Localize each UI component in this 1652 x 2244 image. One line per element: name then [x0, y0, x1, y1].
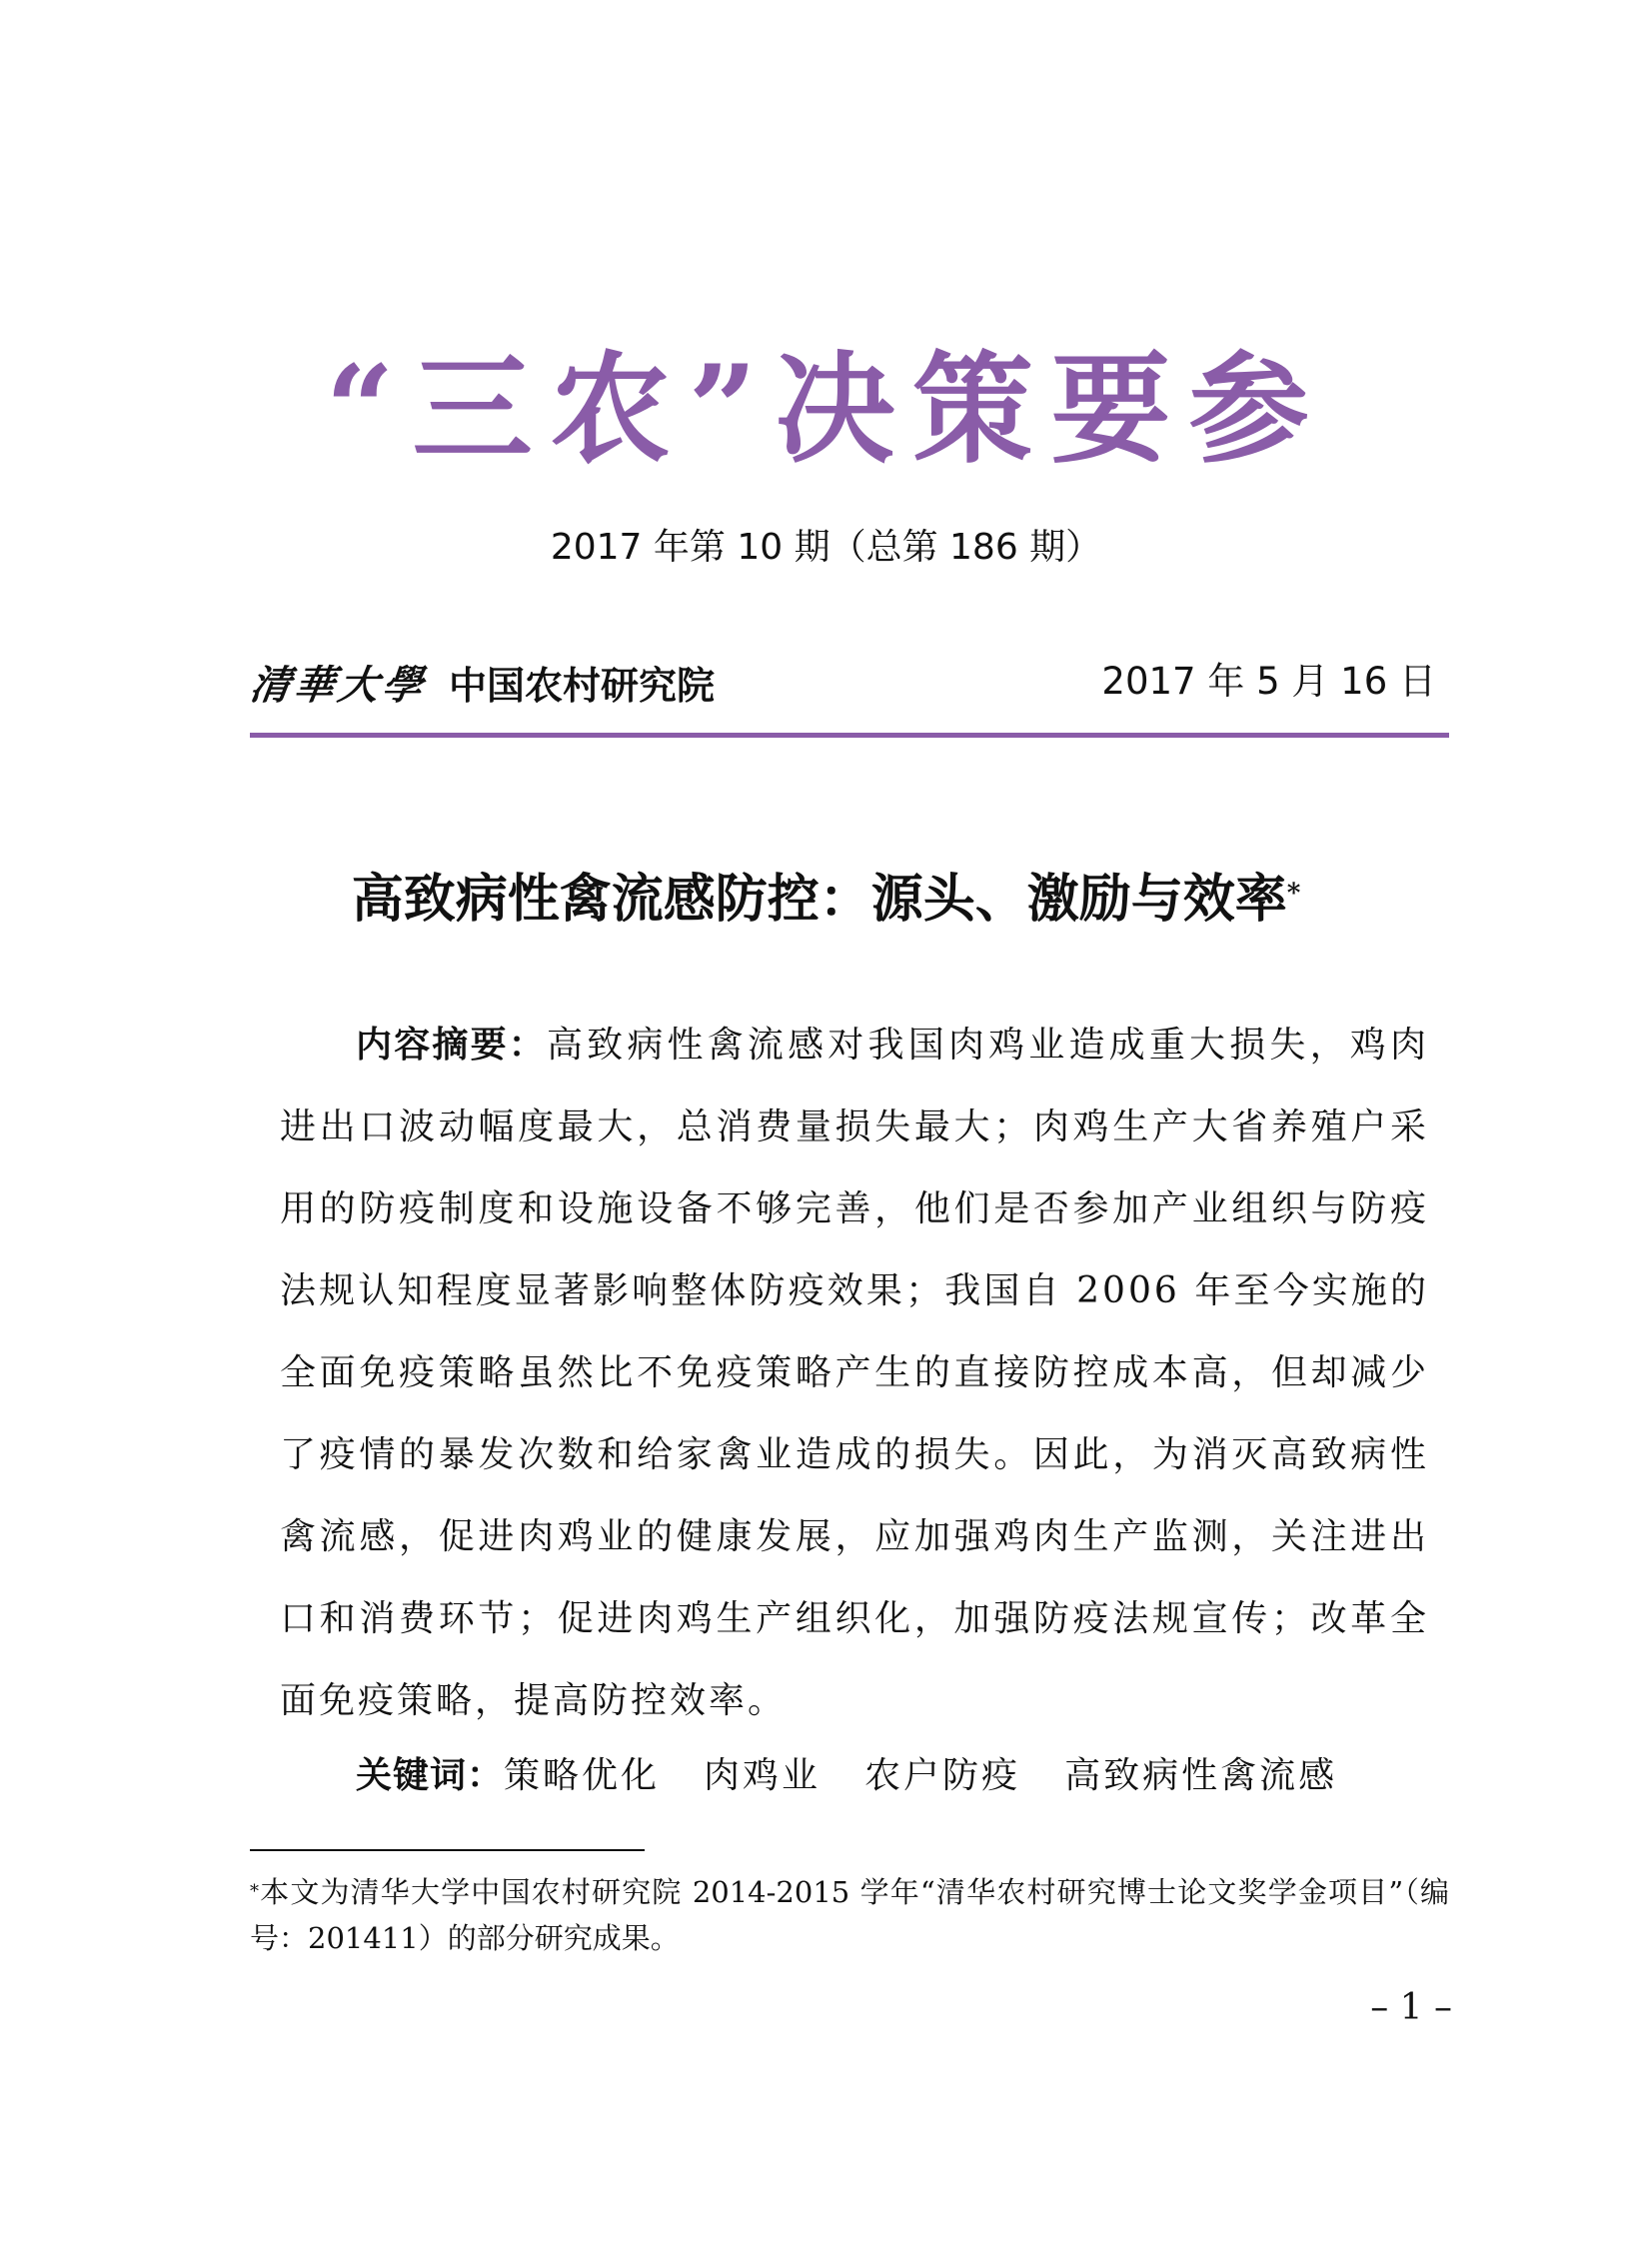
publication-title: “三农”决策要参 [325, 339, 1327, 480]
footnote-mark: * [250, 1881, 259, 1902]
issue-number: 2017 年第 10 期（总第 186 期） [550, 527, 1102, 568]
header-divider [250, 733, 1449, 738]
keyword-item: 肉鸡业 [704, 1755, 822, 1796]
university-logo: 清華大學 [247, 661, 430, 709]
page-number: – 1 – [1370, 1987, 1452, 2028]
organization [247, 652, 716, 712]
keywords-label: 关键词： [356, 1755, 505, 1796]
institute-name: 中国农村研究院 [449, 662, 716, 708]
publication-date: 2017 年 5 月 16 日 [1101, 660, 1436, 703]
footnote-divider [250, 1849, 645, 1851]
article-title-text: 高致病性禽流感防控：源头、激励与效率 [351, 869, 1287, 930]
article-title [0, 865, 1652, 935]
keyword-item: 策略优化 [504, 1755, 661, 1796]
keyword-item: 高致病性禽流感 [1064, 1755, 1338, 1796]
abstract-label: 内容摘要： [356, 1025, 547, 1066]
title-footnote-mark: * [1286, 879, 1301, 909]
footnote-text: 本文为清华大学中国农村研究院 2014-2015 学年“清华农村研究博士论文奖学金项目”（编号：201411）的部分研究成果。 [250, 1875, 1449, 1955]
keywords [356, 1741, 1337, 1811]
abstract [280, 1005, 1429, 1742]
footnote [250, 1869, 1449, 1961]
keyword-item: 农户防疫 [864, 1755, 1021, 1796]
abstract-text: 高致病性禽流感对我国肉鸡业造成重大损失，鸡肉进出口波动幅度最大，总消费量损失最大；肉鸡生产大省养殖户采用的防疫制度和设施设备不够完善，他们是否参加产业组织与防疫法规认知程度显著影响整体防疫效果；我国自 2006 年至今实施的全面免疫策略虽然比不免疫策略产生的直接防控成本高，但却减少了疫情的暴发次数和给家禽业造成的损失。因此，为消灭高致病性禽流感，促进肉鸡业的健康发展，应加强鸡肉生产监测，关注进出口和消费环节；促进肉鸡生产组织化，加强防疫法规宣传；改革全面免疫策略，提高防控效率。 [280, 1025, 1429, 1721]
